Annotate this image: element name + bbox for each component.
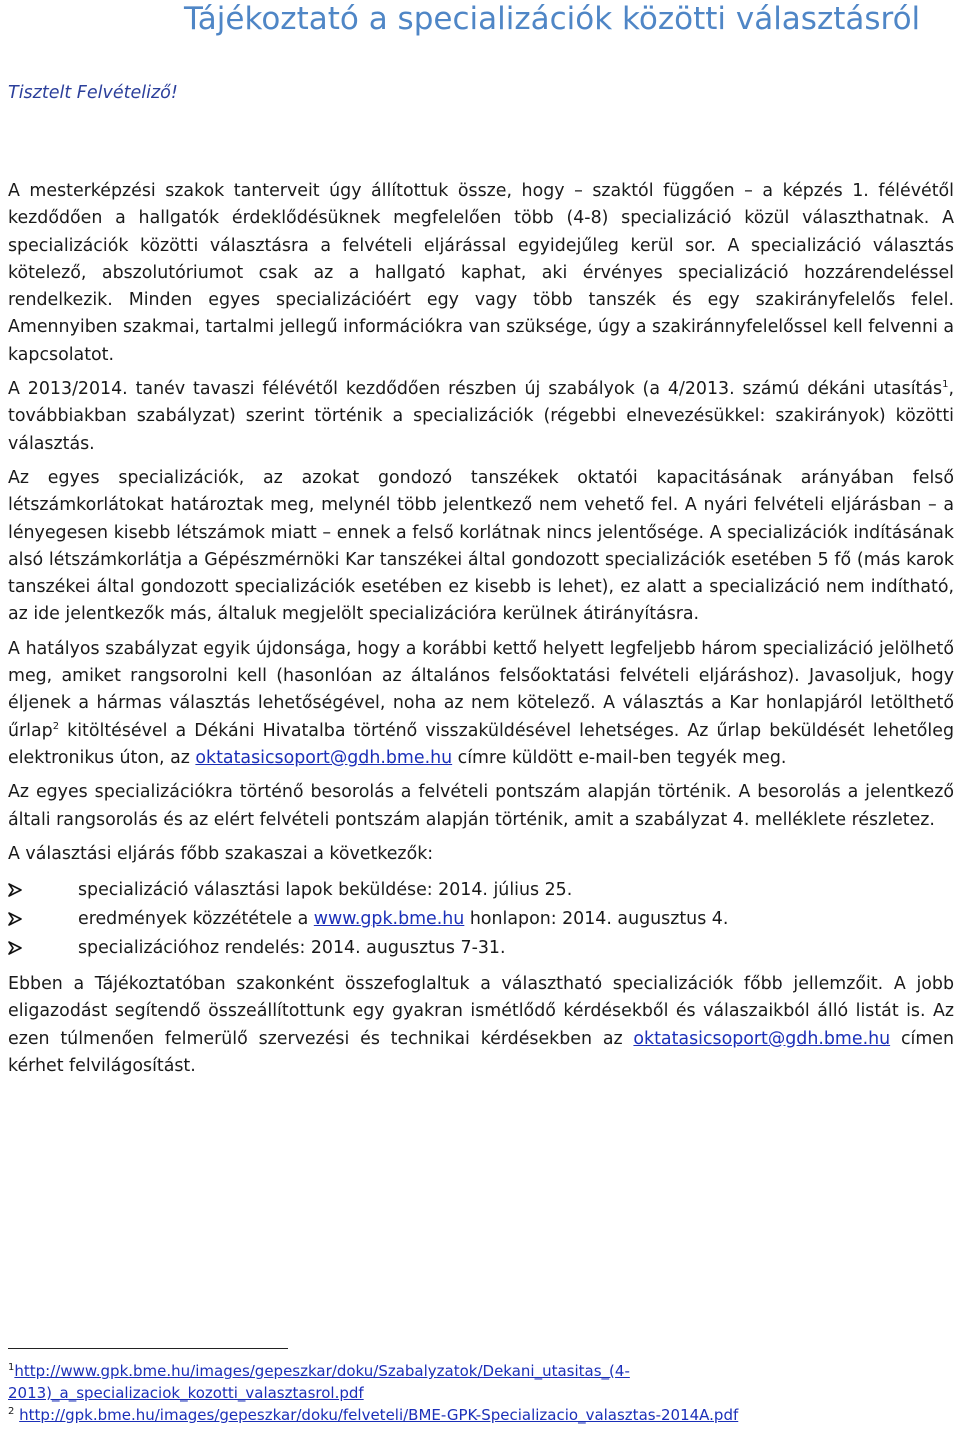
footnote-ref-1[interactable]: 1 — [942, 379, 949, 391]
email-link[interactable]: oktatasicsoport@gdh.bme.hu — [633, 1028, 891, 1049]
paragraph-rules — [8, 376, 954, 458]
paragraph-placement: Az egyes specializációkra történő besorolás a felvételi pontszám alapján történik. A besorolás a jelentkező általi rangsorolás és az elért felvételi pontszám alapján történik, amit a szabályzat 4. melléklete részletez. — [8, 782, 954, 830]
paragraph-intro: A mesterképzési szakok tanterveit úgy állítottuk össze, hogy – szaktól függően – a képzés 1. félévétől kezdődően a hallgatók érdeklődésüknek megfelelően több (4-8) specializáció közül választhatnak. A specializációk közötti választásra a felvételi eljárással egyidejűleg kerül sor. A specializáció választás kötelező, abszolutóriumot csak az a hallgató kaphat, aki érvényes specializáció hozzárendeléssel rendelkezik. Minden egyes specializációért egy vagy több tanszék és egy szakirányfelelős felel. Amennyiben szakmai, tartalmi jellegű információkra van szüksége, úgy a szakiránnyfelelőssel kell felvenni a kapcsolatot. — [8, 181, 954, 365]
paragraph-closing — [8, 971, 954, 1080]
stages-list — [8, 876, 954, 963]
paragraph-closing-text-a: Ebben a Tájékoztatóban szakonként összefoglaltuk a választható specializációk főbb jellemzőit. A jobb eligazodást segítendő összeállítottunk egy gyakran ismétlődő kérdésekből és válaszaikból álló listát is. Az ezen túlmenően felmerülő szervezési és technikai kérdésekben az — [8, 974, 954, 1049]
paragraph-rules-text-a: A 2013/2014. tanév tavaszi félévétől kezdődően részben új szabályok (a 4/2013. számú dékáni utasítás — [8, 379, 943, 400]
stage-text: specializációhoz rendelés: 2014. augusztus 7-31. — [78, 938, 506, 959]
footnote-ref-2[interactable]: 2 — [52, 720, 60, 732]
footnote-2 — [8, 1404, 954, 1426]
paragraph-regulation — [8, 636, 954, 772]
paragraph-regulation-text-c: címre küldött e-mail-ben tegyék meg. — [452, 747, 787, 768]
paragraph-closing-text-b: címen kérhet felvilágosítást. — [8, 1028, 954, 1077]
website-link[interactable]: www.gpk.bme.hu — [313, 909, 465, 930]
footnote-divider — [8, 1348, 288, 1349]
stage-text: specializáció választási lapok beküldése: 2014. július 25. — [78, 880, 573, 901]
paragraph-stages-intro: A választási eljárás főbb szakaszai a következők: — [8, 843, 434, 864]
document-body — [8, 178, 954, 1087]
stage-text-b: honlapon: 2014. augusztus 4. — [464, 909, 729, 930]
paragraph-rules-text-b: , továbbiakban szabályzat) szerint történik a specializációk (régebbi elnevezésükkel: szakirányok) közötti választás. — [8, 379, 954, 454]
footnote-number: 2 — [8, 1406, 15, 1417]
list-item — [8, 876, 954, 905]
document-title: Tájékoztató a specializációk közötti választásról — [184, 1, 921, 37]
arrow-bullet-icon — [8, 941, 22, 955]
paragraph-regulation-text-a: A hatályos szabályzat egyik újdonsága, hogy a korábbi kettő helyett legfeljebb három specializáció jelölhető meg, amiket rangsorolni kell (hasonlóan az általános felsőoktatási felvételi eljáráshoz). Javasoljuk, hogy éljenek a hármas választás lehetőségével, noha az nem kötelező. A választás a Kar honlapjáról letölthető űrlap — [8, 638, 954, 741]
arrow-bullet-icon — [8, 883, 22, 897]
list-item — [8, 905, 954, 934]
footnote-link-2[interactable]: http://gpk.bme.hu/images/gepeszkar/doku/felveteli/BME-GPK-Specializacio_valasztas-2014A.pdf — [19, 1406, 739, 1424]
paragraph-regulation-text-b: kitöltésével a Dékáni Hivatalba történő visszaküldésével lehetséges. Az űrlap beküldését lehetőleg elektronikus úton, az — [8, 720, 954, 768]
stage-text-a: eredmények közzététele a — [78, 909, 314, 930]
arrow-bullet-icon — [8, 912, 22, 926]
list-item — [8, 934, 954, 963]
greeting: Tisztelt Felvételiző! — [8, 83, 178, 103]
footnote-link-1[interactable]: http://www.gpk.bme.hu/images/gepeszkar/doku/Szabalyzatok/Dekani_utasitas_(4-2013)_a_specializaciok_kozotti_valasztasrol.pdf — [8, 1362, 630, 1402]
footnotes — [8, 1360, 954, 1426]
footnote-number: 1 — [8, 1362, 15, 1373]
footnote-1 — [8, 1360, 954, 1404]
paragraph-limits: Az egyes specializációk, az azokat gondozó tanszékek oktatói kapacitásának arányában felső létszámkorlátokat határoztak meg, melynél több jelentkező nem vehető fel. A nyári felvételi eljárásban – a lényegesen kisebb létszámok miatt – ennek a felső korlátnak nincs jelentősége. A specializációk indításának alsó létszámkorlátja a Gépészmérnöki Kar tanszékei által gondozott specializációk esetében 5 fő (más karok tanszékei által gondozott specializációk esetében ez kisebb is lehet), ez alatt a specializáció nem indítható, az ide jelentkezők más, általuk megjelölt specializációra kerülnek átirányításra. — [8, 467, 954, 625]
email-link[interactable]: oktatasicsoport@gdh.bme.hu — [195, 747, 453, 768]
